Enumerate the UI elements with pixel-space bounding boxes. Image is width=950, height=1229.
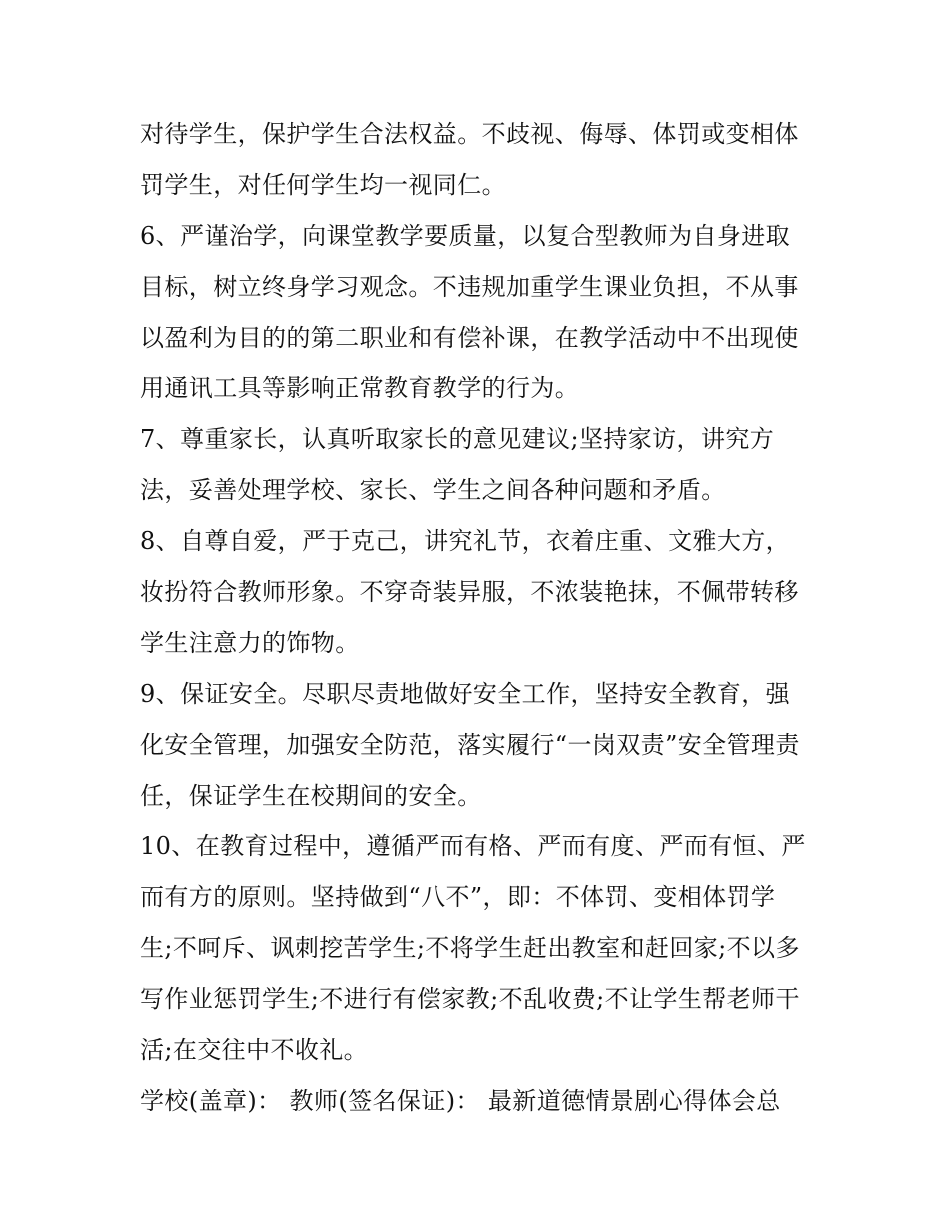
item-10-line-4: 写作业惩罚学生;不进行有偿家教;不乱收费;不让学生帮老师干 bbox=[140, 985, 800, 1014]
item-8-line-1: 8、自尊自爱，严于克己，讲究礼节，衣着庄重、文雅大方， bbox=[140, 527, 791, 556]
item-10-line-3: 生;不呵斥、讽刺挖苦学生;不将学生赶出教室和赶回家;不以多 bbox=[140, 934, 800, 963]
item-6-line-1: 6、严谨治学，向课堂教学要质量，以复合型教师为自身进取 bbox=[140, 221, 791, 250]
item-10-line-1: 10、在教育过程中，遵循严而有格、严而有度、严而有恒、严 bbox=[140, 832, 806, 861]
item-9-line-3: 任，保证学生在校期间的安全。 bbox=[140, 781, 482, 810]
item-9-line-2: 化安全管理，加强安全防范，落实履行“一岗双责”安全管理责 bbox=[140, 730, 800, 759]
item-7-line-2: 法，妥善处理学校、家长、学生之间各种问题和矛盾。 bbox=[140, 476, 726, 505]
signature-line: 学校(盖章)： 教师(签名保证)： 最新道德情景剧心得体会总 bbox=[140, 1086, 781, 1115]
item-6-line-2: 目标，树立终身学习观念。不违规加重学生课业负担，不从事 bbox=[140, 272, 799, 301]
text-line-2: 罚学生，对任何学生均一视同仁。 bbox=[140, 170, 506, 199]
item-8-line-2: 妆扮符合教师形象。不穿奇装异服，不浓装艳抹，不佩带转移 bbox=[140, 578, 799, 607]
item-9-line-1: 9、保证安全。尽职尽责地做好安全工作，坚持安全教育，强 bbox=[140, 679, 791, 708]
item-10-line-5: 活;在交往中不收礼。 bbox=[140, 1036, 369, 1065]
item-7-line-1: 7、尊重家长，认真听取家长的意见建议;坚持家访，讲究方 bbox=[140, 425, 775, 454]
item-6-line-3: 以盈利为目的的第二职业和有偿补课，在教学活动中不出现使 bbox=[140, 323, 799, 352]
item-10-line-2: 而有方的原则。坚持做到“八不”，即：不体罚、变相体罚学 bbox=[140, 883, 776, 912]
item-6-line-4: 用通讯工具等影响正常教育教学的行为。 bbox=[140, 374, 580, 403]
text-line-1: 对待学生，保护学生合法权益。不歧视、侮辱、体罚或变相体 bbox=[140, 120, 799, 148]
document-body bbox=[140, 109, 830, 1127]
item-8-line-3: 学生注意力的饰物。 bbox=[140, 628, 360, 657]
